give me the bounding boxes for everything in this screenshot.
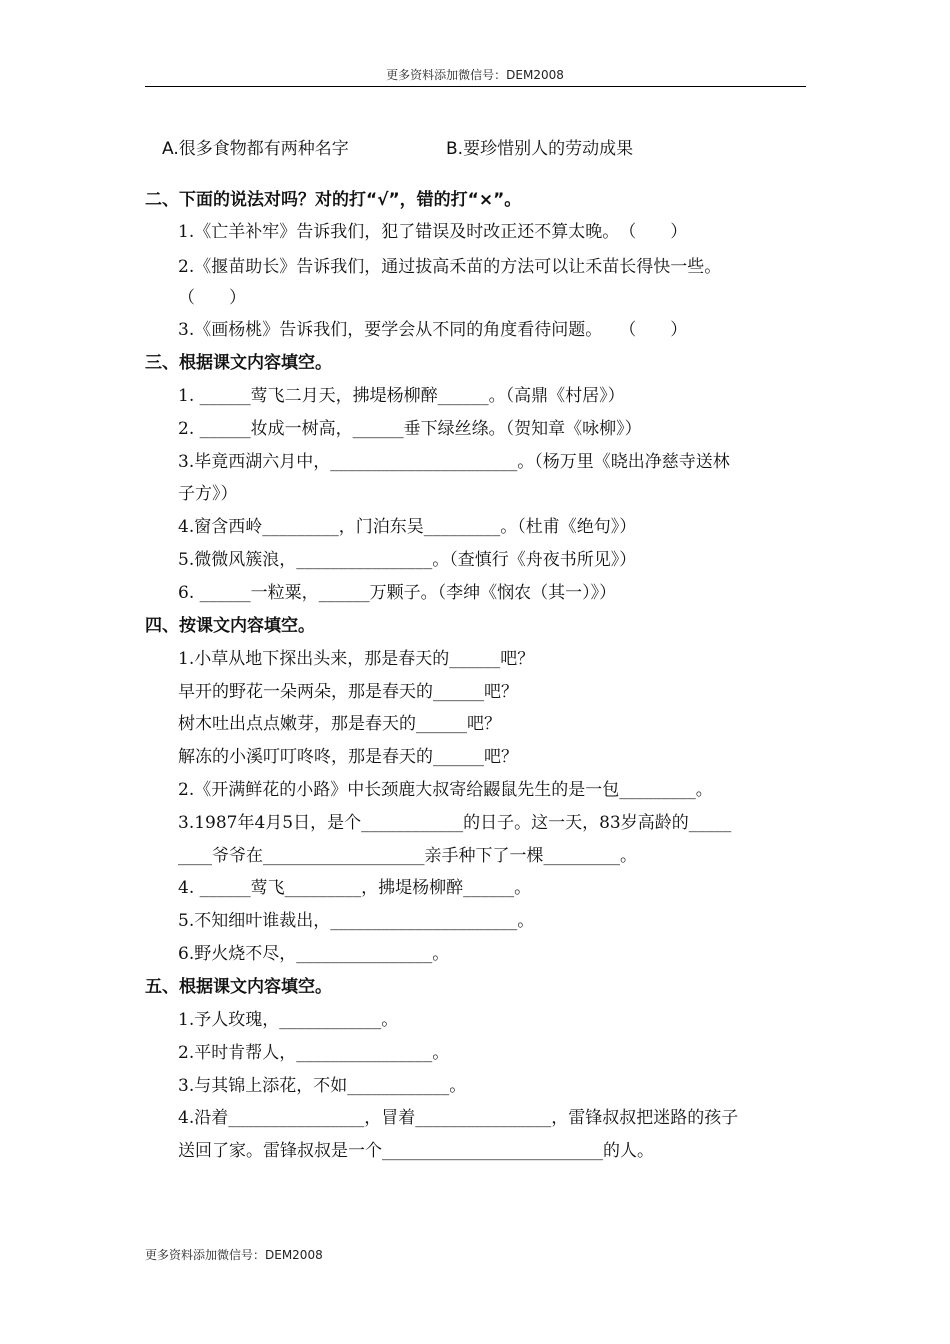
section-2-heading: 二、下面的说法对吗？对的打“√”，错的打“×”。 bbox=[145, 190, 522, 210]
section-3-question-1: 1. ______莺飞二月天，拂堤杨柳醉______。（高鼎《村居》） bbox=[178, 386, 625, 406]
section-4-heading: 四、按课文内容填空。 bbox=[145, 616, 315, 636]
section-2-question-3: 3.《画杨桃》告诉我们，要学会从不同的角度看待问题。 （ ） bbox=[178, 320, 688, 340]
section-3-question-3: 3.毕竟西湖六月中，______________________。（杨万里《晓出净慈寺送林 bbox=[178, 452, 730, 472]
section-3-question-2: 2. ______妆成一树高，______垂下绿丝绦。（贺知章《咏柳》） bbox=[178, 419, 642, 439]
section-4-question-3: 3.1987年4月5日，是个____________的日子。这一天，83岁高龄的_____ bbox=[178, 813, 732, 833]
section-3-question-5: 5.微微风簇浪，________________。（查慎行《舟夜书所见》） bbox=[178, 550, 637, 570]
header-divider bbox=[145, 86, 806, 87]
section-3-question-3-continued: 子方》） bbox=[178, 484, 238, 504]
section-4-question-1c: 树木吐出点点嫩芽，那是春天的______吧？ bbox=[178, 714, 501, 734]
section-5-question-4: 4.沿着________________，冒着________________，雷锋叔叔把迷路的孩子 bbox=[178, 1108, 739, 1128]
option-a: A.很多食物都有两种名字 bbox=[162, 139, 349, 159]
section-5-question-2: 2.平时肯帮人，________________。 bbox=[178, 1043, 450, 1063]
section-4-question-1d: 解冻的小溪叮叮咚咚，那是春天的______吧？ bbox=[178, 747, 518, 767]
section-5-question-3: 3.与其锦上添花，不如____________。 bbox=[178, 1076, 467, 1096]
section-4-question-1a: 1.小草从地下探出头来，那是春天的______吧？ bbox=[178, 649, 535, 669]
section-4-question-4: 4. ______莺飞_________，拂堤杨柳醉______。 bbox=[178, 878, 532, 898]
section-4-question-3-continued: ____爷爷在___________________亲手种下了一棵_________。 bbox=[178, 846, 637, 866]
section-4-question-6: 6.野火烧不尽，________________。 bbox=[178, 944, 450, 964]
section-2-question-2-bracket: （ ） bbox=[178, 288, 246, 308]
page-header: 更多资料添加微信号：DEM2008 bbox=[386, 68, 564, 82]
section-5-heading: 五、根据课文内容填空。 bbox=[145, 977, 332, 997]
section-4-question-2: 2.《开满鲜花的小路》中长颈鹿大叔寄给鼹鼠先生的是一包_________。 bbox=[178, 780, 713, 800]
section-5-question-4-continued: 送回了家。雷锋叔叔是一个__________________________的人。 bbox=[178, 1141, 654, 1161]
section-4-question-1b: 早开的野花一朵两朵，那是春天的______吧？ bbox=[178, 682, 518, 702]
section-3-question-6: 6. ______一粒粟，______万颗子。（李绅《悯农（其一）》） bbox=[178, 583, 617, 603]
section-3-heading: 三、根据课文内容填空。 bbox=[145, 353, 332, 373]
section-2-question-1: 1.《亡羊补牢》告诉我们，犯了错误及时改正还不算太晚。 （ ） bbox=[178, 222, 688, 242]
section-5-question-1: 1.予人玫瑰，____________。 bbox=[178, 1010, 399, 1030]
option-b: B.要珍惜别人的劳动成果 bbox=[446, 139, 634, 159]
section-4-question-5: 5.不知细叶谁裁出，______________________。 bbox=[178, 911, 535, 931]
page-footer: 更多资料添加微信号：DEM2008 bbox=[145, 1248, 323, 1262]
section-3-question-4: 4.窗含西岭_________，门泊东吴_________。（杜甫《绝句》） bbox=[178, 517, 637, 537]
section-2-question-2: 2.《揠苗助长》告诉我们，通过拔高禾苗的方法可以让禾苗长得快一些。 bbox=[178, 257, 722, 277]
